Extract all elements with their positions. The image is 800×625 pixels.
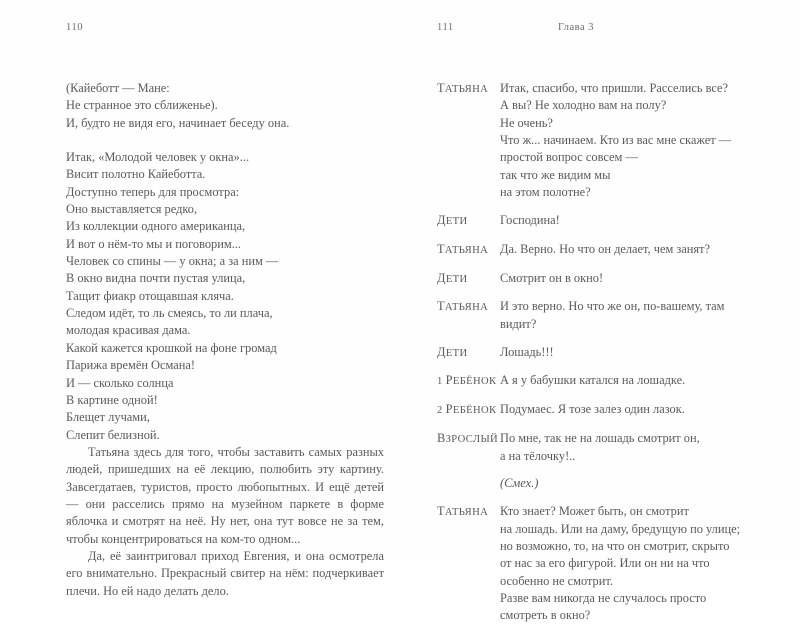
speech-line: от нас за его фигурой. Или он ни на что bbox=[500, 556, 710, 571]
speaker-name: ТАТЬЯНА bbox=[437, 299, 489, 314]
chapter-running-head: Глава 3 bbox=[558, 22, 595, 33]
speaker-name: ТАТЬЯНА bbox=[437, 241, 489, 256]
verse-line: Какой кажется крошкой на фоне громад bbox=[66, 340, 277, 355]
verse-line: Из коллекции одного американца, bbox=[66, 219, 246, 234]
left-page-text-body bbox=[66, 80, 384, 600]
speech-text bbox=[500, 503, 777, 624]
verse-line: Человек со спины — у окна; а за ним — bbox=[66, 254, 279, 269]
page-number-right: 111 bbox=[437, 22, 454, 33]
dialogue-cue bbox=[437, 241, 777, 259]
speech-line: И это верно. Но что же он, по-вашему, там bbox=[500, 299, 725, 314]
speech-line: Что ж... начинаем. Кто из вас мне скажет — bbox=[500, 133, 732, 148]
speech-text bbox=[500, 298, 777, 333]
speaker-name: 2 РЕБЁНОК bbox=[437, 402, 497, 417]
dialogue-cue bbox=[437, 80, 777, 201]
verse-line: И — сколько солнца bbox=[66, 375, 174, 390]
speech-line: По мне, так не на лошадь смотрит он, bbox=[500, 431, 700, 446]
speech-line: видит? bbox=[500, 316, 537, 331]
speaker-name: ВЗРОСЛЫЙ bbox=[437, 431, 499, 446]
speech-line: Не очень? bbox=[500, 115, 553, 130]
intro-line: Не странное это сближенье). bbox=[66, 98, 218, 113]
speech-line: а на тёлочку!.. bbox=[500, 448, 576, 463]
speech-line: Лошадь!!! bbox=[500, 344, 554, 359]
page-number-left: 110 bbox=[66, 22, 84, 33]
speaker-name: ДЕТИ bbox=[437, 270, 468, 285]
prose-paragraph: Да, её заинтриговал приход Евгения, и она осмотрела его внимательно. Прекрасный свитер на нём: подчеркивает плечи. Но ей надо делать дело. bbox=[66, 548, 384, 598]
speech-line: Разве вам никогда не случалось просто bbox=[500, 590, 707, 605]
speech-text bbox=[500, 241, 777, 258]
verse-line: И вот о нём-то мы и поговорим... bbox=[66, 236, 241, 251]
speaker-name: ТАТЬЯНА bbox=[437, 504, 489, 519]
verse-line: молодая красивая дама. bbox=[66, 323, 191, 338]
speech-line: А я у бабушки катался на лошадке. bbox=[500, 373, 686, 388]
dialogue-cue bbox=[437, 372, 777, 390]
dialogue-script bbox=[437, 80, 777, 625]
dialogue-cue bbox=[437, 298, 777, 333]
intro-verse-block bbox=[66, 80, 384, 132]
dialogue-cue bbox=[437, 212, 777, 230]
speech-line: на этом полотне? bbox=[500, 185, 591, 200]
speech-text bbox=[500, 344, 777, 361]
right-page bbox=[400, 0, 800, 623]
speech-text bbox=[500, 212, 777, 229]
verse-line: Слепит белизной. bbox=[66, 427, 160, 442]
speech-text bbox=[500, 401, 777, 418]
speech-line: так что же видим мы bbox=[500, 167, 611, 182]
verse-line: Тащит фиакр отощавшая кляча. bbox=[66, 288, 234, 303]
speaker-name: ДЕТИ bbox=[437, 212, 468, 227]
dialogue-cue bbox=[437, 270, 777, 288]
left-page bbox=[0, 0, 400, 598]
dialogue-cue bbox=[437, 503, 777, 624]
speech-text bbox=[500, 430, 777, 465]
intro-line: (Кайеботт — Мане: bbox=[66, 81, 170, 95]
speaker-name: ДЕТИ bbox=[437, 344, 468, 359]
prose-paragraph: Татьяна здесь для того, чтобы заставить самых разных людей, пришедших на её лекцию, полюбить эту картину. Завсегдатаев, туристов, просто любопытных. И ещё детей — они расселись прямо на музейном паркете в форме яблочка и смотрят на неё. Ну нет, она тут вовсе не за тем, чтобы концентрироваться на ком-то одном... bbox=[66, 444, 384, 546]
speaker-name: ТАТЬЯНА bbox=[437, 81, 489, 95]
stage-direction: (Смех.) bbox=[500, 476, 539, 491]
speech-line: Итак, спасибо, что пришли. Расселись все? bbox=[500, 81, 728, 95]
verse-line: В окно видна почти пустая улица, bbox=[66, 271, 246, 286]
intro-line: И, будто не видя его, начинает беседу она. bbox=[66, 115, 290, 130]
verse-line: Висит полотно Кайеботта. bbox=[66, 167, 206, 182]
verse-line: Парижа времён Османа! bbox=[66, 358, 196, 373]
verse-line: Оно выставляется редко, bbox=[66, 202, 198, 217]
speech-line: А вы? Не холодно вам на полу? bbox=[500, 98, 667, 113]
speech-line: особенно не смотрит. bbox=[500, 573, 613, 588]
verse-line: Доступно теперь для просмотра: bbox=[66, 184, 240, 199]
speech-text bbox=[500, 80, 777, 201]
speaker-name: 1 РЕБЁНОК bbox=[437, 373, 497, 388]
speech-text bbox=[500, 270, 777, 287]
speech-line: Господина! bbox=[500, 212, 560, 227]
main-verse-block bbox=[66, 149, 384, 444]
speech-line: Подумаес. Я тозе залез один лазок. bbox=[500, 402, 685, 417]
speech-line: Кто знает? Может быть, он смотрит bbox=[500, 504, 689, 519]
verse-line: Итак, «Молодой человек у окна»... bbox=[66, 150, 250, 165]
speech-text bbox=[500, 372, 777, 389]
speech-line: но возможно, то, на что он смотрит, скрыто bbox=[500, 538, 730, 553]
speech-line: смотреть в окно? bbox=[500, 608, 591, 623]
verse-line: Следом идёт, то ль смеясь, то ли плача, bbox=[66, 306, 273, 321]
verse-line: Блещет лучами, bbox=[66, 410, 150, 425]
speech-line: простой вопрос совсем — bbox=[500, 150, 638, 165]
dialogue-cue bbox=[437, 430, 777, 465]
speech-line: Да. Верно. Но что он делает, чем занят? bbox=[500, 241, 711, 256]
dialogue-cue bbox=[437, 401, 777, 419]
verse-line: В картине одной! bbox=[66, 392, 158, 407]
speech-line: на лошадь. Или на даму, бредущую по улице; bbox=[500, 521, 741, 536]
dialogue-cue bbox=[437, 344, 777, 362]
verse-spacer bbox=[66, 132, 384, 149]
speech-line: Смотрит он в окно! bbox=[500, 270, 604, 285]
